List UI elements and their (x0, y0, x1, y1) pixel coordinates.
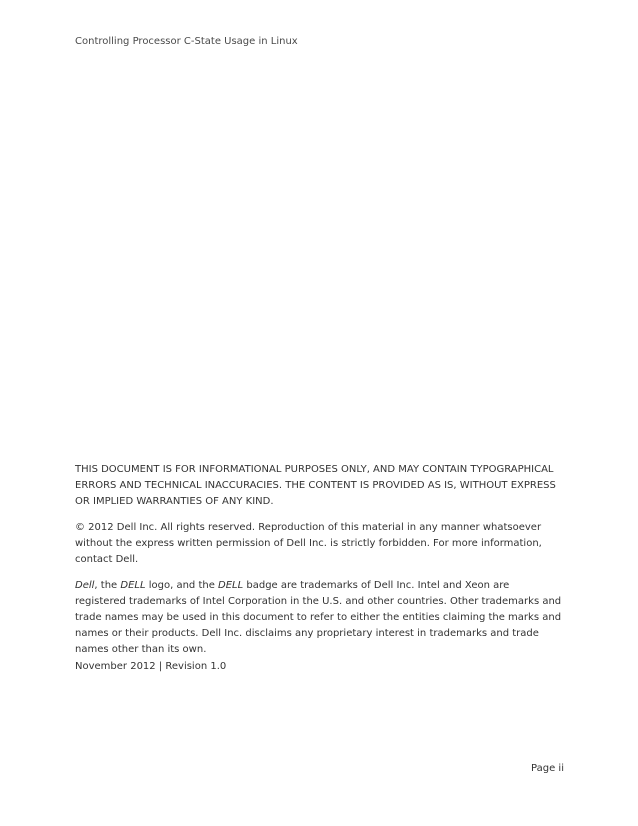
trademark-text-3: badge are trademarks of Dell Inc. Intel and Xeon are registered trademarks of Intel Corporation in the U.S. and other countries. Other trademarks and trade names may be used in this document to refer to either the entities claiming the marks and names or their products. Dell Inc. disclaims any proprietary interest in trademarks and trade names other than its own. (75, 580, 562, 655)
legal-notice (75, 462, 563, 668)
running-header: Controlling Processor C-State Usage in Linux (75, 36, 298, 47)
trademark-dell-badge-word: DELL (218, 580, 244, 591)
page-number: Page ii (531, 763, 564, 774)
trademark-dell-logo-word: DELL (120, 580, 146, 591)
trademark-text-2: logo, and the (145, 580, 219, 591)
revision-line: November 2012 | Revision 1.0 (75, 661, 227, 672)
disclaimer-paragraph: THIS DOCUMENT IS FOR INFORMATIONAL PURPOSES ONLY, AND MAY CONTAIN TYPOGRAPHICAL ERRORS AND TECHNICAL INACCURACIES. THE CONTENT IS PROVIDED AS IS, WITHOUT EXPRESS OR IMPLIED WARRANTIES OF ANY KIND. (75, 464, 556, 507)
copyright-paragraph: © 2012 Dell Inc. All rights reserved. Reproduction of this material in any manner whatsoever without the express written permission of Dell Inc. is strictly forbidden. For more information, contact Dell. (75, 522, 542, 565)
trademark-dell-word: Dell (75, 580, 95, 591)
trademark-text-1: , the (94, 580, 121, 591)
trademark-paragraph (75, 578, 563, 658)
